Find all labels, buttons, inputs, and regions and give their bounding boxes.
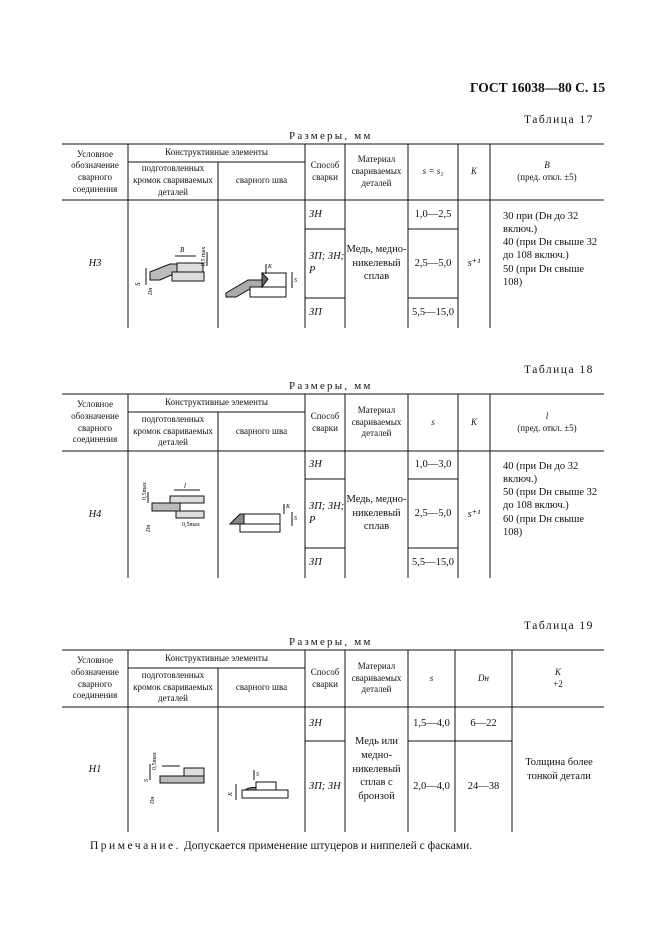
svg-text:S: S (294, 278, 297, 284)
t18-head-k: K (470, 416, 477, 427)
t18-head-l-label: l (545, 410, 549, 421)
t17-head-b-sub: (пред. откл. ±5) (517, 172, 577, 182)
t19-head-d: Dн (478, 672, 489, 683)
svg-text:0,5max: 0,5max (182, 522, 200, 528)
t19-head-designation: Условное обозначение сварного соединения (71, 655, 119, 701)
t17-code: Н3 (88, 258, 102, 270)
table-18-subtitle: Размеры, мм (289, 380, 373, 392)
t19-head-constructive: Конструктивные элементы (165, 653, 268, 664)
svg-text:B: B (180, 246, 185, 254)
t19-head-method: Способ сварки (310, 666, 340, 689)
svg-text:l: l (184, 482, 186, 490)
svg-text:K: K (286, 504, 291, 510)
svg-text:0,5max: 0,5max (142, 482, 148, 500)
t19-head-s: s (429, 672, 434, 683)
t19-head-k-label: K (554, 666, 561, 677)
footnote-label: Примечание. (90, 840, 181, 852)
t19-code: Н1 (88, 763, 102, 775)
svg-text:K: K (228, 791, 234, 796)
t18-head-prepared: подготовленных кромок свариваемых деталей (133, 413, 213, 448)
svg-text:S: S (134, 282, 142, 286)
page-header: ГОСТ 16038—80 С. 15 (470, 80, 606, 95)
t17-head-s: s = s₁ (422, 166, 444, 177)
t17-b-1: 30 при (Dн до 32 включ.) (503, 211, 579, 236)
t17-head-method: Способ сварки (310, 160, 340, 182)
t19-d-2: 24—38 (467, 780, 500, 792)
svg-text:Dн: Dн (148, 287, 154, 295)
t19-head-weld: сварного шва (235, 681, 288, 692)
t18-head-s: s (431, 416, 435, 427)
t18-head-l-sub: (пред. откл. ±5) (517, 422, 577, 433)
t17-head-designation: Условное обозначение сварного соединения (71, 148, 119, 194)
t18-s-2: 2,5—5,0 (414, 507, 452, 519)
t17-head-weld: сварного шва (235, 175, 288, 186)
t17-s-2: 2,5—5,0 (414, 257, 452, 269)
t17-head-prepared: подготовленных кромок свариваемых деталей (133, 163, 213, 197)
t18-head-designation: Условное обозначение сварного соединения (71, 399, 119, 445)
t19-head-prepared: подготовленных кромок свариваемых деталей (133, 669, 213, 704)
footnote-text: Допускается применение штуцеров и ниппелей с фасками. (180, 840, 473, 852)
t17-k: s⁺¹ (467, 258, 481, 270)
table-19-subtitle: Размеры, мм (289, 636, 373, 648)
t18-method-3: ЗП (309, 557, 322, 569)
t19-material: Медь или медно-никелевый сплав с бронзой (352, 736, 401, 802)
t18-material: Медь, медно-никелевый сплав (346, 494, 407, 533)
t17-head-material: Материал свариваемых деталей (351, 154, 402, 188)
t18-head-method: Способ сварки (310, 410, 340, 433)
table-17-subtitle: Размеры, мм (289, 130, 373, 142)
svg-text:S: S (294, 516, 297, 522)
t17-material: Медь, медно-никелевый сплав (346, 244, 407, 283)
t18-method-1: ЗН (309, 459, 322, 471)
t19-d-1: 6—22 (470, 718, 497, 730)
t19-head-material: Материал свариваемых деталей (351, 660, 402, 695)
t17-method-2: ЗП; ЗН; Р (309, 250, 345, 276)
t19-s-1: 1,5—4,0 (413, 718, 450, 730)
t18-k: s⁺¹ (467, 508, 481, 520)
t18-l-2: 50 (при Dн свыше 32 до 108 включ.) (503, 487, 598, 512)
t17-method-3: ЗП (309, 307, 322, 319)
t18-s-1: 1,0—3,0 (414, 459, 452, 471)
t17-head-b-label: B (544, 160, 550, 171)
t18-head-weld: сварного шва (235, 425, 288, 436)
t17-s-1: 1,0—2,5 (414, 208, 452, 220)
svg-text:0,5 max: 0,5 max (201, 246, 207, 266)
t17-b-2: 40 (при Dн свыше 32 до 108 включ.) (503, 237, 598, 262)
table-17-label: Таблица 17 (524, 114, 594, 126)
t19-s-2: 2,0—4,0 (413, 780, 450, 792)
t17-head-constructive: Конструктивные элементы (165, 147, 268, 158)
t18-l-1: 40 (при Dн до 32 включ.) (503, 461, 579, 486)
t19-k: Толщина более тонкой детали (525, 756, 593, 782)
t18-code: Н4 (88, 508, 102, 520)
t17-b-3: 50 (при Dн свыше 108) (503, 263, 584, 288)
table-19-label: Таблица 19 (524, 620, 594, 632)
footnote (90, 840, 472, 852)
svg-text:Dн: Dн (146, 524, 152, 532)
svg-text:S: S (256, 772, 259, 778)
t18-head-constructive: Конструктивные элементы (165, 397, 268, 408)
table-18-label: Таблица 18 (524, 364, 594, 376)
t18-head-material: Материал свариваемых деталей (351, 404, 402, 439)
t17-s-3: 5,5—15,0 (412, 307, 454, 319)
svg-text:Dн: Dн (150, 796, 156, 804)
t18-l-3: 60 (при Dн свыше 108) (503, 513, 584, 538)
t19-method-2: ЗП; ЗН (309, 780, 341, 792)
t18-s-3: 5,5—15,0 (412, 557, 454, 569)
svg-text:S: S (144, 779, 150, 782)
svg-text:K: K (268, 264, 273, 270)
t19-method-1: ЗН (309, 718, 322, 730)
t17-method-1: ЗН (309, 208, 322, 220)
t19-head-k-sub: +2 (553, 678, 563, 689)
t17-head-k: K (470, 166, 477, 177)
t18-method-2: ЗП; ЗН; Р (309, 500, 345, 526)
svg-text:0,5max: 0,5max (152, 752, 158, 770)
